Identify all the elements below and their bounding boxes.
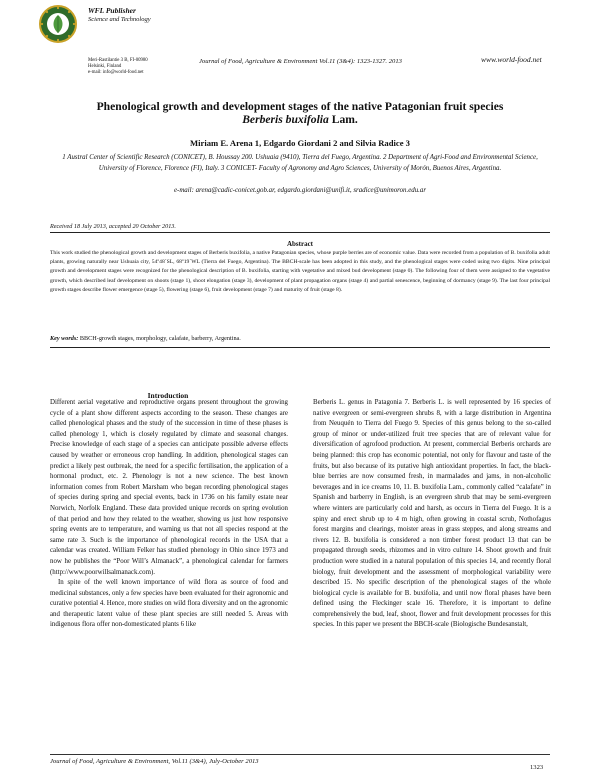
affiliations: 1 Austral Center of Scientific Research (CONICET), B. Houssay 200. Ushuaia (9410), Tierra del Fuego, Argentina. 2 Department of Agri-Food and Environmental Science, University of Florence, Florence (FI), Italy. 3 CONICET- Faculty of Agronomy and Agro Sciences, University of Morón, Buenos Aires, Argentina. (62, 154, 538, 172)
wfl-logo (38, 4, 78, 44)
paragraph: In spite of the well known importance of wild flora as source of food and medicinal substances, only a few species have been evaluated for their agronomic and curative potential 4. Hence, more studies on wild flora diversity and on the agronomic and therapeutic latent value of these plant species are still needed 5. Areas with indigenous flora offer non-domesticated plants 6 like (50, 579, 288, 629)
paragraph: Different aerial vegetative and reproductive organs present throughout the growing cycle of a plant show different aspects according to the season. These changes are called phenological phases and the study of the succession in time of these phases is called phenology 1, which is closely regulated by climate and seasonal changes. Precise knowledge of each stage of a species can anticipate possible adverse effects caused by weather or erroneous crop handling. In addition, phenological stages can predict a likely pest outbreak, the need for a specific fertilisation, the application of a hormonal product, etc. 2. Phenology is not a new science. The best known information comes from Robert Marsham who began recording phenological stages of species during spring and special events, back in 1736 on his family estate near Norwich, Norfolk England. These data provided unique records on spring evolution of that period and how they related to the weather, showing us just how responsive spring events are to temperature, and warning us that not all species respond at the same rate 3. Such is the importance of phenological records in the USA that a calendar was created. William Felker has studied phenology in Ohio since 1973 and now he publishes the “Poor Will’s Almanack”, a phenological calendar for farmers (http://www.poorwillsalmanack.com). (50, 399, 288, 576)
abstract-heading: Abstract (286, 240, 314, 248)
publisher-name: WFL Publisher (88, 6, 136, 15)
keywords-text: BBCH-growth stages, morphology, calafate, barberry, Argentina. (78, 335, 241, 342)
page-number: 1323 (530, 764, 544, 771)
left-column (50, 398, 288, 631)
keywords (50, 335, 241, 342)
title-species: Berberis buxifolia (242, 113, 329, 126)
journal-citation: Journal of Food, Agriculture & Environment Vol.11 (3&4): 1323-1327. 2013 (199, 58, 402, 65)
paper-title (30, 100, 570, 126)
introduction-heading: Introduction (147, 391, 189, 400)
author-list: Miriam E. Arena 1, Edgardo Giordani 2 and Silvia Radice 3 (190, 138, 410, 148)
journal-website-link[interactable]: www.world-food.net (481, 55, 542, 64)
publisher-address-text: Meri-Rastilantie 3 B, FI-00980 Helsinki, Finland e-mail: info@world-food.net (88, 58, 148, 75)
paragraph: Berberis L. genus in Patagonia 7. Berberis L. is well represented by 16 species of native evergreen or semi-evergreen shrubs 8, with a large distribution in Argentina from Neuquén to Tierra del Fuego 9. Species of this genus belong to the so-called group of minor or under-utilized fruit tree species that are of relevant value for diversification of agrofood production. At present, commercial Berberis orchards are being planned: this crop has economic potential, not only for flavour and taste of the fruits, but also because of its putative high antioxidant properties. In fact, the black-blue berries are now consumed fresh, in marmalades and jams, in non-alcoholic beverages and in ice creams 10, 11. B. buxifolia Lam., commonly called “calafate” in Spanish and barberry in English, is an evergreen shrub that may be semi-evergreen where winters are particularly cold and harsh, as occurs in Tierra del Fuego. It is a spiny and erect shrub up to 4 m high, often growing in coastal scrub, Nothofagus forest margins and clearings, moister areas in grass steppes, and along streams and rivers 12. B. buxifolia is considered a non timber forest product 13 that can be propagated through seeds, rhizomes and in vitro culture 14. Shoot growth and fruit production were studied in a natural population of this species 14, and recently floral biology, fruit development and the assessment of morphological variability were described 15. No specific description of the phenological stages of the whole biological cycle is available for B. buxifolia, and until now floral phases have been defined using the Fleckinger scale 16. Therefore, it is important to define comprehensively the bud, leaf, shoot, flower and fruit development processes for this species. In this paper we present the BBCH-scale (Biologische Bundesanstalt, (313, 399, 551, 629)
right-column (313, 398, 551, 631)
keywords-label: Key words: (50, 335, 79, 342)
divider-top (50, 232, 550, 233)
contact-emails: e-mail: arena@cadic-conicet.gob.ar, edgardo.giordani@unifi.it, sradice@unimoron.edu.ar (173, 187, 427, 194)
publisher-address (88, 58, 193, 76)
divider-bottom (50, 347, 550, 348)
publisher-subtitle: Science and Technology (88, 16, 151, 23)
footer-divider (50, 754, 550, 755)
abstract-text: This work studied the phenological growth and development stages of Berberis buxifolia, a native Patagonian species, whose purple berries are of economic value. Data were recorded from a population of B. buxifolia adult plants, growing naturally near Ushuaia city, 54º48´SL, 68º19´WL (Tierra del Fuego, Argentina). The BBCH-scale has been adopted in this study, and the phenological stages were coded using two digits. Nine principal growth and development stages were recognized for the phenological description of B. buxifolia, starting with vegetative and mixed bud development (stage 0). The following four of them were assigned to the vegetative growth, which described leaf development on shoots (stage 1), shoot elongation (stage 3), development of plant propagation organs (stage 4) and partial senescence, beginning of dormancy (stage 9). The last four principal growth stages describe flower emergence (stage 5), flowering (stage 6), fruit development (stage 7) and maturity of fruit (stage 8). (50, 250, 550, 293)
title-main: Phenological growth and development stages of the native Patagonian fruit species (96, 100, 504, 113)
received-accepted-dates: Received 18 July 2013, accepted 20 October 2013. (50, 223, 176, 230)
footer-journal: Journal of Food, Agriculture & Environment, Vol.11 (3&4), July-October 2013 (50, 758, 259, 765)
title-suffix: Lam. (328, 113, 358, 126)
